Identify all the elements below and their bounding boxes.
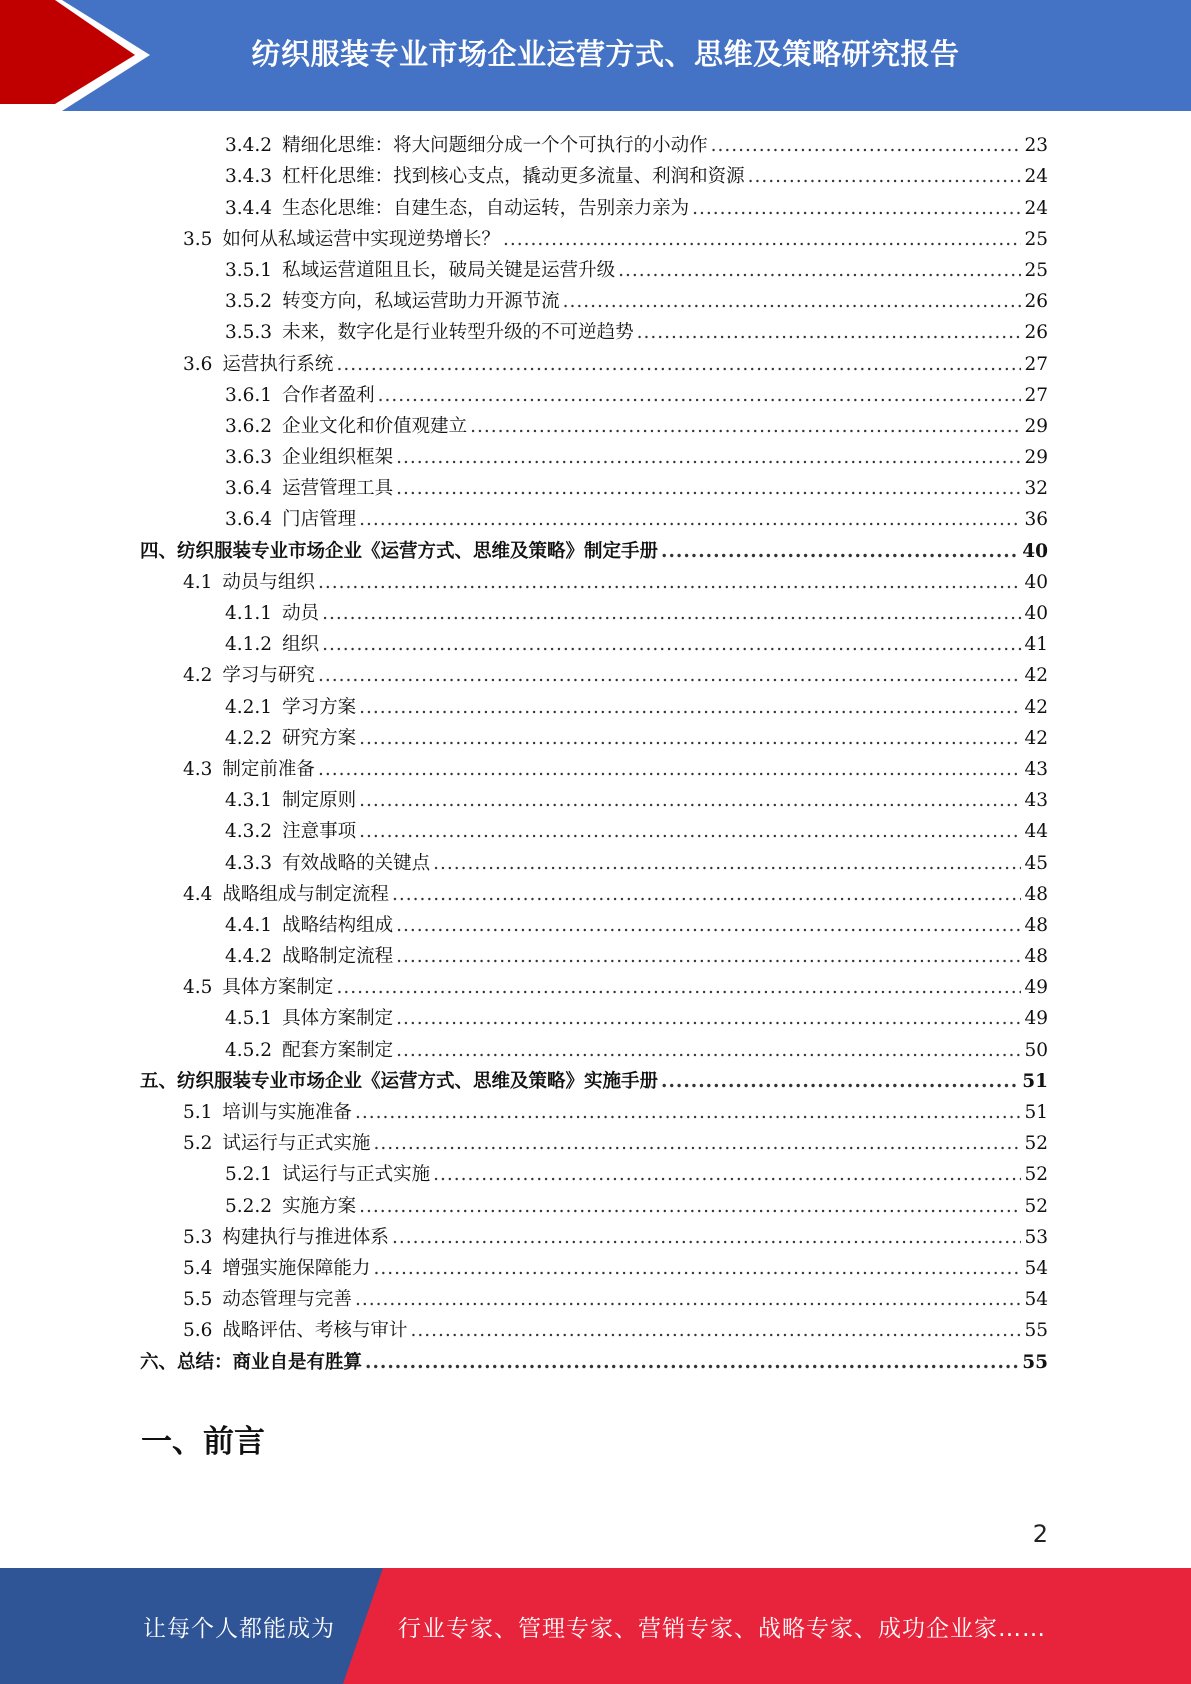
toc-entry-page: 40: [1022, 540, 1048, 562]
toc-entry-number: 4.3.3: [225, 852, 273, 874]
toc-dot-leader: [336, 353, 1021, 377]
toc-entry-title: 学习方案: [282, 696, 357, 718]
toc-entry[interactable]: [140, 127, 1048, 158]
toc-dot-leader: [433, 852, 1021, 876]
toc-entry[interactable]: [140, 564, 1048, 595]
toc-dot-leader: [318, 571, 1022, 595]
toc-dot-leader: [692, 197, 1021, 221]
toc-entry-page: 45: [1024, 852, 1048, 874]
toc-entry[interactable]: [140, 1343, 1048, 1374]
toc-dot-leader: [563, 290, 1022, 314]
toc-entry-number: 5.4: [183, 1257, 213, 1279]
toc-entry-title: 战略评估、考核与审计: [222, 1320, 408, 1342]
toc-entry-page: 55: [1022, 1351, 1048, 1373]
toc-dot-leader: [365, 1351, 1019, 1375]
toc-dot-leader: [355, 1288, 1022, 1312]
toc-entry-title: 动员与组织: [222, 571, 315, 593]
toc-entry-title: 具体方案制定: [282, 1008, 394, 1030]
toc-entry-title: 动态管理与完善: [222, 1289, 352, 1311]
toc-dot-leader: [359, 696, 1021, 720]
toc-entry[interactable]: [140, 314, 1048, 345]
toc-entry-page: 43: [1024, 758, 1048, 780]
toc-entry-title: 门店管理: [282, 509, 357, 531]
toc-dot-leader: [359, 1195, 1021, 1219]
toc-entry-title: 转变方向，私域运营助力开源节流: [282, 291, 560, 313]
toc-entry-page: 52: [1024, 1195, 1048, 1217]
toc-entry-number: 4.1.2: [225, 634, 273, 656]
toc-dot-leader: [711, 134, 1022, 158]
toc-entry-title: 战略制定流程: [282, 946, 394, 968]
toc-entry[interactable]: [140, 1125, 1048, 1156]
toc-entry-title: 运营管理工具: [282, 478, 394, 500]
toc-entry[interactable]: [140, 1000, 1048, 1031]
toc-entry-number: 4.1: [183, 571, 213, 593]
toc-entry[interactable]: [140, 252, 1048, 283]
toc-entry-number: 3.6.4: [225, 509, 273, 531]
toc-entry-number: 4.5.2: [225, 1039, 273, 1061]
toc-entry-number: 4.1.1: [225, 603, 273, 624]
toc-entry-title: 学习与研究: [222, 665, 315, 687]
toc-entry-page: 41: [1024, 634, 1048, 656]
toc-entry-title: 五、纺织服装专业市场企业《运营方式、思维及策略》实施手册: [140, 1070, 659, 1092]
toc-entry-page: 40: [1024, 571, 1048, 593]
toc-dot-leader: [396, 1039, 1021, 1063]
toc-entry-page: 54: [1024, 1257, 1048, 1279]
toc-dot-leader: [322, 633, 1021, 657]
toc-entry-page: 25: [1024, 228, 1048, 250]
toc-entry-title: 试运行与正式实施: [222, 1133, 371, 1155]
toc-dot-leader: [322, 602, 1021, 626]
toc-entry-page: 48: [1024, 914, 1048, 936]
toc-dot-leader: [661, 540, 1019, 564]
toc-entry-title: 增强实施保障能力: [222, 1257, 371, 1279]
toc-dot-leader: [503, 228, 1022, 252]
toc-entry-page: 54: [1024, 1289, 1048, 1311]
toc-entry-number: 4.4: [183, 883, 213, 905]
toc-entry-page: 48: [1024, 883, 1048, 905]
toc-entry-page: 49: [1024, 1008, 1048, 1030]
toc-entry[interactable]: [140, 969, 1048, 1000]
toc-entry-number: 3.6: [183, 353, 213, 375]
toc-dot-leader: [318, 664, 1022, 688]
toc-entry-page: 50: [1024, 1039, 1048, 1061]
section-title: 一、前言: [141, 1424, 265, 1460]
toc-dot-leader: [618, 259, 1021, 283]
page-footer: [0, 1568, 1191, 1684]
toc-entry-number: 3.5.1: [225, 259, 273, 281]
toc-dot-leader: [359, 820, 1021, 844]
toc-entry-page: 43: [1024, 790, 1048, 812]
toc-entry[interactable]: [140, 470, 1048, 501]
toc-dot-leader: [373, 1132, 1021, 1156]
toc-entry-page: 51: [1024, 1102, 1048, 1123]
toc-entry[interactable]: [140, 1187, 1048, 1218]
toc-entry[interactable]: [140, 1250, 1048, 1281]
toc-dot-leader: [359, 508, 1021, 532]
toc-entry-title: 私域运营道阻且长，破局关键是运营升级: [282, 259, 616, 281]
toc-entry[interactable]: [140, 377, 1048, 408]
toc-entry-page: 24: [1024, 197, 1048, 219]
toc-entry-page: 48: [1024, 946, 1048, 968]
toc-entry-number: 4.3.1: [225, 790, 273, 812]
toc-entry-number: 3.4.2: [225, 135, 273, 157]
toc-entry-page: 23: [1024, 135, 1048, 157]
toc-entry[interactable]: [140, 221, 1048, 252]
toc-entry-title: 构建执行与推进体系: [222, 1226, 389, 1248]
toc-entry-page: 32: [1024, 478, 1048, 500]
toc-entry-number: 4.4.2: [225, 946, 273, 968]
toc-entry-number: 3.4.4: [225, 197, 273, 219]
toc-entry-number: 5.3: [183, 1226, 213, 1248]
toc-entry-page: 55: [1024, 1320, 1048, 1342]
toc-entry-number: 5.2.1: [225, 1164, 273, 1186]
toc-entry[interactable]: [140, 1281, 1048, 1312]
toc-entry-title: 培训与实施准备: [222, 1102, 352, 1123]
toc-entry[interactable]: [140, 751, 1048, 782]
toc-entry-title: 制定前准备: [222, 758, 315, 780]
toc-entry-title: 研究方案: [282, 727, 357, 749]
toc-entry[interactable]: [140, 1312, 1048, 1343]
toc-entry-number: 3.5.3: [225, 322, 273, 344]
toc-dot-leader: [661, 1070, 1019, 1094]
toc-entry[interactable]: [140, 1063, 1048, 1094]
toc-entry[interactable]: [140, 283, 1048, 314]
toc-entry-title: 企业文化和价值观建立: [282, 415, 468, 437]
toc-entry-number: 5.6: [183, 1320, 213, 1342]
toc-entry-number: 5.1: [183, 1102, 213, 1123]
toc-entry[interactable]: [140, 782, 1048, 813]
toc-entry-number: 5.5: [183, 1289, 213, 1311]
red-chevron-graphic: [0, 0, 160, 111]
toc-entry-title: 合作者盈利: [282, 384, 375, 406]
toc-entry-title: 未来，数字化是行业转型升级的不可逆趋势: [282, 322, 634, 344]
toc-dot-leader: [318, 758, 1022, 782]
page-header: [0, 0, 1191, 111]
toc-entry[interactable]: [140, 657, 1048, 688]
toc-entry-page: 24: [1024, 166, 1048, 188]
toc-dot-leader: [392, 1226, 1022, 1250]
toc-dot-leader: [396, 1007, 1021, 1031]
footer-slogan-right: 行业专家、管理专家、营销专家、战略专家、成功企业家……: [398, 1615, 1046, 1642]
toc-entry-number: 4.3.2: [225, 821, 273, 843]
toc-entry-title: 组织: [282, 634, 320, 656]
toc-entry-title: 六、总结：商业自是有胜算: [140, 1351, 363, 1373]
toc-dot-leader: [433, 1163, 1021, 1187]
toc-dot-leader: [637, 321, 1022, 345]
toc-dot-leader: [470, 415, 1021, 439]
toc-entry-title: 试运行与正式实施: [282, 1164, 431, 1186]
toc-entry-title: 企业组织框架: [282, 447, 394, 469]
toc-entry-title: 战略组成与制定流程: [222, 883, 389, 905]
toc-dot-leader: [373, 1257, 1021, 1281]
toc-entry-page: 52: [1024, 1164, 1048, 1186]
toc-entry-number: 3.5: [183, 228, 213, 250]
toc-entry-title: 有效战略的关键点: [282, 852, 431, 874]
toc-dot-leader: [336, 976, 1021, 1000]
toc-entry[interactable]: [140, 1094, 1048, 1125]
toc-entry-title: 杠杆化思维：找到核心支点，撬动更多流量、利润和资源: [282, 166, 745, 188]
toc-entry-page: 53: [1024, 1226, 1048, 1248]
toc-entry[interactable]: [140, 532, 1048, 563]
toc-entry-title: 配套方案制定: [282, 1039, 394, 1061]
toc-entry-page: 51: [1022, 1070, 1048, 1092]
toc-entry-page: 26: [1024, 291, 1048, 313]
report-title: 纺织服装专业市场企业运营方式、思维及策略研究报告: [251, 36, 960, 71]
toc-dot-leader: [359, 789, 1021, 813]
toc-entry[interactable]: [140, 408, 1048, 439]
toc-dot-leader: [359, 727, 1021, 751]
toc-entry-title: 制定原则: [282, 790, 357, 812]
toc-entry[interactable]: [140, 626, 1048, 657]
toc-entry[interactable]: [140, 876, 1048, 907]
toc-entry-page: 42: [1024, 727, 1048, 749]
toc-entry-number: 3.6.2: [225, 415, 273, 437]
toc-entry-number: 3.5.2: [225, 291, 273, 313]
toc-dot-leader: [396, 914, 1021, 938]
toc-entry-number: 3.4.3: [225, 166, 273, 188]
toc-dot-leader: [378, 384, 1022, 408]
toc-entry-title: 动员: [282, 603, 320, 624]
toc-entry-title: 如何从私域运营中实现逆势增长？: [222, 228, 500, 250]
toc-entry-page: 27: [1024, 384, 1048, 406]
toc-entry-page: 40: [1024, 603, 1048, 624]
toc-dot-leader: [396, 446, 1021, 470]
toc-entry[interactable]: [140, 720, 1048, 751]
toc-entry-page: 25: [1024, 259, 1048, 281]
toc-entry-page: 29: [1024, 415, 1048, 437]
toc-dot-leader: [396, 477, 1021, 501]
toc-entry-number: 4.3: [183, 758, 213, 780]
toc-entry[interactable]: [140, 938, 1048, 969]
toc-entry-title: 生态化思维：自建生态，自动运转，告别亲力亲为: [282, 197, 690, 219]
toc-entry[interactable]: [140, 813, 1048, 844]
page-number: 2: [1032, 1520, 1048, 1548]
toc-entry-title: 具体方案制定: [222, 977, 334, 999]
toc-entry-page: 42: [1024, 696, 1048, 718]
toc-entry-number: 4.2.1: [225, 696, 273, 718]
toc-entry[interactable]: [140, 688, 1048, 719]
toc-entry-number: 4.5: [183, 977, 213, 999]
toc-entry-title: 实施方案: [282, 1195, 357, 1217]
toc-entry-page: 36: [1024, 509, 1048, 531]
toc-entry-page: 26: [1024, 322, 1048, 344]
toc-entry-number: 5.2: [183, 1133, 213, 1155]
toc-entry-page: 44: [1024, 821, 1048, 843]
toc-entry-number: 3.6.3: [225, 447, 273, 469]
toc-entry[interactable]: [140, 595, 1048, 626]
toc-entry-page: 29: [1024, 447, 1048, 469]
toc-entry-number: 4.5.1: [225, 1008, 273, 1030]
toc-entry[interactable]: [140, 1219, 1048, 1250]
toc-entry-number: 5.2.2: [225, 1195, 273, 1217]
toc-entry-page: 27: [1024, 353, 1048, 375]
toc-entry-number: 3.6.4: [225, 478, 273, 500]
toc-dot-leader: [410, 1319, 1021, 1343]
toc-dot-leader: [748, 165, 1022, 189]
toc-entry[interactable]: [140, 345, 1048, 376]
toc-dot-leader: [392, 883, 1022, 907]
footer-slogan-left: 让每个人都能成为: [143, 1615, 335, 1642]
toc-entry[interactable]: [140, 501, 1048, 532]
toc-entry-title: 注意事项: [282, 821, 357, 843]
toc-dot-leader: [355, 1101, 1022, 1125]
toc-entry[interactable]: [140, 1031, 1048, 1062]
toc-entry-page: 42: [1024, 665, 1048, 687]
toc-entry-title: 四、纺织服装专业市场企业《运营方式、思维及策略》制定手册: [140, 540, 659, 562]
toc-entry-number: 4.2.2: [225, 727, 273, 749]
toc-entry[interactable]: [140, 1156, 1048, 1187]
toc-entry-title: 精细化思维：将大问题细分成一个个可执行的小动作: [282, 135, 708, 157]
toc-entry-title: 运营执行系统: [222, 353, 334, 375]
toc-entry-number: 3.6.1: [225, 384, 273, 406]
toc-entry[interactable]: [140, 189, 1048, 220]
toc-entry-title: 战略结构组成: [282, 914, 394, 936]
toc-entry-number: 4.2: [183, 665, 213, 687]
toc-dot-leader: [396, 945, 1021, 969]
toc-entry[interactable]: [140, 907, 1048, 938]
table-of-contents: [140, 127, 1048, 1375]
toc-entry[interactable]: [140, 844, 1048, 875]
toc-entry[interactable]: [140, 158, 1048, 189]
toc-entry-number: 4.4.1: [225, 914, 273, 936]
toc-entry-page: 52: [1024, 1133, 1048, 1155]
toc-entry-page: 49: [1024, 977, 1048, 999]
toc-entry[interactable]: [140, 439, 1048, 470]
